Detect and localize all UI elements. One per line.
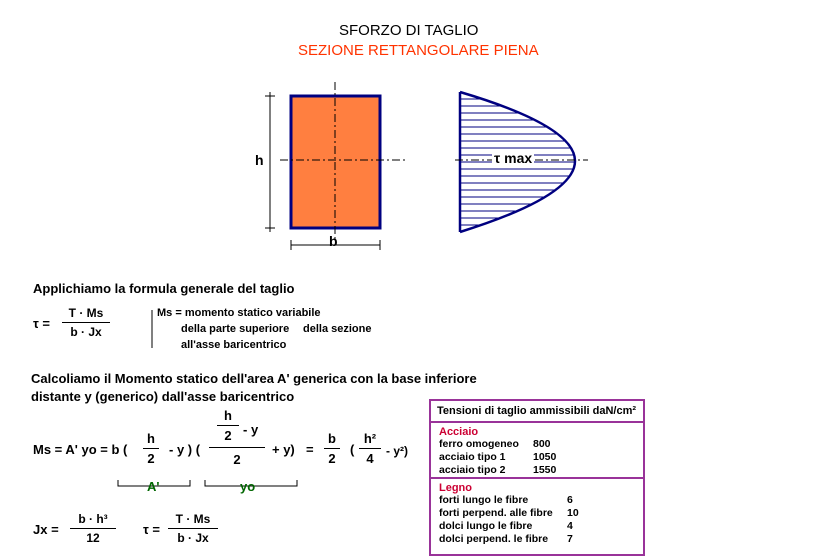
formula2-paren: ( bbox=[350, 442, 355, 457]
note-line2b: della sezione bbox=[303, 323, 372, 335]
formula2-tail: - y²) bbox=[386, 444, 408, 458]
steel-title: Acciaio bbox=[439, 426, 479, 438]
row-value: 1050 bbox=[533, 451, 557, 463]
row-label: dolci perpend. le fibre bbox=[439, 533, 549, 545]
brace-label-a: A' bbox=[147, 479, 160, 494]
wood-row bbox=[439, 494, 643, 507]
frac4-den: 4 bbox=[366, 451, 374, 466]
row-label: forti perpend. alle fibre bbox=[439, 507, 553, 519]
frac2-inner-num: h bbox=[224, 408, 232, 423]
row-value: 6 bbox=[567, 494, 573, 506]
steel-row bbox=[439, 464, 643, 477]
wood-row bbox=[439, 520, 643, 533]
jx-lhs: Jx = bbox=[33, 522, 59, 537]
formula2-frac2 bbox=[209, 408, 265, 472]
row-value: 800 bbox=[533, 438, 551, 450]
allowable-stress-table bbox=[429, 399, 645, 556]
formula2-eq: = bbox=[306, 442, 314, 457]
row-label: forti lungo le fibre bbox=[439, 494, 529, 506]
formula1-heading: Applichiamo la formula generale del taglio bbox=[33, 281, 295, 296]
wood-section bbox=[431, 479, 643, 546]
formula2-heading-line1: Calcoliamo il Momento statico dell'area A' generica con la base inferiore bbox=[31, 371, 477, 386]
row-value: 4 bbox=[567, 520, 573, 532]
wood-row bbox=[439, 533, 643, 546]
steel-row bbox=[439, 438, 643, 451]
tau2-fraction bbox=[168, 512, 218, 545]
frac1-num: h bbox=[147, 431, 155, 446]
wood-title: Legno bbox=[439, 482, 472, 494]
jx-den: 12 bbox=[86, 531, 100, 545]
formula2-mid1: - y ) ( bbox=[169, 442, 201, 457]
formula1-tau-lhs: τ = bbox=[33, 316, 51, 331]
page-subtitle: SEZIONE RETTANGOLARE PIENA bbox=[298, 42, 539, 59]
row-value: 1550 bbox=[533, 464, 557, 476]
label-h: h bbox=[255, 152, 264, 168]
jx-fraction bbox=[70, 512, 116, 545]
table-title: Tensioni di taglio ammissibili daN/cm² bbox=[431, 401, 643, 423]
frac1-den: 2 bbox=[147, 451, 155, 466]
formula2-frac4 bbox=[359, 431, 381, 466]
row-value: 10 bbox=[567, 507, 579, 519]
note-line2: della parte superiore bbox=[181, 323, 290, 335]
note-line1: Ms = momento statico variabile bbox=[157, 307, 321, 319]
wood-row bbox=[439, 507, 643, 520]
formula1-numerator: T · Ms bbox=[68, 306, 104, 320]
formula2-frac3 bbox=[324, 431, 340, 466]
formula2-mid2: + y) bbox=[272, 442, 295, 457]
frac3-den: 2 bbox=[328, 451, 336, 466]
page-title: SFORZO DI TAGLIO bbox=[339, 22, 479, 39]
tau2-den: b · Jx bbox=[177, 531, 209, 545]
brace-label-yo: yo bbox=[240, 479, 256, 494]
row-value: 7 bbox=[567, 533, 573, 545]
frac2-den: 2 bbox=[233, 452, 241, 467]
formula1-fraction bbox=[62, 306, 110, 339]
tau2-lhs: τ = bbox=[143, 522, 161, 537]
jx-num: b · h³ bbox=[78, 512, 108, 526]
label-tau-max: τ max bbox=[494, 150, 533, 166]
row-label: acciaio tipo 1 bbox=[439, 451, 506, 463]
braces bbox=[118, 480, 297, 486]
steel-section bbox=[431, 423, 643, 479]
steel-row bbox=[439, 451, 643, 464]
row-label: dolci lungo le fibre bbox=[439, 520, 533, 532]
formula2-lhs: Ms = A' yo = b ( bbox=[33, 442, 128, 457]
frac4-num: h² bbox=[363, 431, 377, 446]
frac2-inner-den: 2 bbox=[224, 428, 232, 443]
frac2-inner-tail: - y bbox=[243, 422, 259, 437]
formula2-heading-line2: distante y (generico) dall'asse baricentrico bbox=[31, 389, 295, 404]
note-line3: all'asse baricentrico bbox=[181, 339, 287, 351]
row-label: acciaio tipo 2 bbox=[439, 464, 506, 476]
row-label: ferro omogeneo bbox=[439, 438, 519, 450]
label-b: b bbox=[329, 233, 338, 249]
formula1-denominator: b · Jx bbox=[70, 325, 102, 339]
tau2-num: T · Ms bbox=[175, 512, 211, 526]
frac3-num: b bbox=[328, 431, 336, 446]
formula2-frac1 bbox=[143, 431, 159, 466]
